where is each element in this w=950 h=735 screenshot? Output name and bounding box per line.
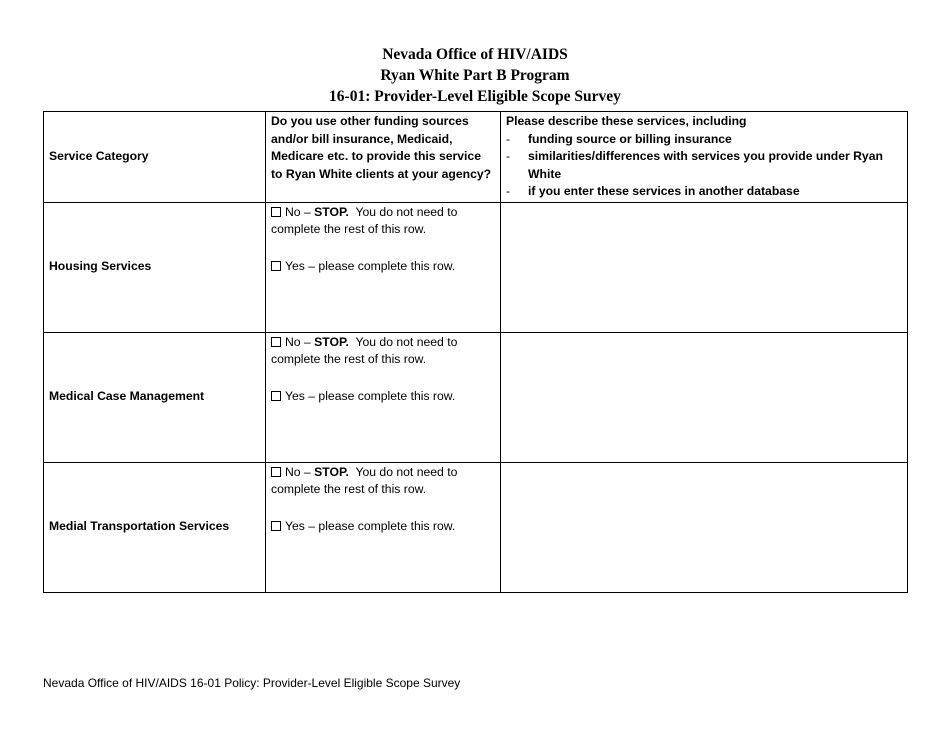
header-funding-question: Do you use other funding sources and/or bill insurance, Medicaid, Medicare etc. to provide this service to Ryan White clients at your agency? bbox=[266, 112, 501, 203]
describe-intro: Please describe these services, including bbox=[506, 114, 747, 128]
funding-answer-cell bbox=[266, 202, 501, 332]
header-describe-services bbox=[501, 112, 908, 203]
no-option[interactable]: No – STOP. You do not need to complete the rest of this row. bbox=[271, 464, 458, 496]
description-input-cell[interactable] bbox=[501, 202, 908, 332]
checkbox-icon[interactable] bbox=[271, 521, 281, 531]
list-item: - funding source or billing insurance bbox=[506, 131, 732, 146]
description-input-cell[interactable] bbox=[501, 332, 908, 462]
yes-option[interactable]: Yes – please complete this row. bbox=[271, 518, 495, 536]
list-item: - if you enter these services in another database bbox=[506, 184, 800, 198]
no-option[interactable]: No – STOP. You do not need to complete the rest of this row. bbox=[271, 204, 458, 236]
table-row bbox=[44, 332, 908, 462]
no-option[interactable]: No – STOP. You do not need to complete the rest of this row. bbox=[271, 334, 458, 366]
describe-list bbox=[506, 131, 902, 201]
title-line-3: 16-01: Provider-Level Eligible Scope Survey bbox=[329, 88, 621, 105]
checkbox-icon[interactable] bbox=[271, 337, 281, 347]
page-footer: Nevada Office of HIV/AIDS 16-01 Policy: Provider-Level Eligible Scope Survey bbox=[43, 676, 461, 690]
service-category-cell: Medical Case Management bbox=[44, 332, 266, 462]
table-row bbox=[44, 462, 908, 592]
list-item: - similarities/differences with services you provide under Ryan White bbox=[506, 149, 883, 181]
table-header-row bbox=[44, 112, 908, 203]
header-service-category: Service Category bbox=[44, 112, 266, 203]
yes-option[interactable]: Yes – please complete this row. bbox=[271, 388, 495, 406]
title-line-1: Nevada Office of HIV/AIDS bbox=[382, 46, 568, 63]
service-category-cell: Housing Services bbox=[44, 202, 266, 332]
title-line-2: Ryan White Part B Program bbox=[380, 67, 570, 84]
checkbox-icon[interactable] bbox=[271, 467, 281, 477]
table-row bbox=[44, 202, 908, 332]
survey-table bbox=[43, 111, 908, 593]
yes-option[interactable]: Yes – please complete this row. bbox=[271, 258, 495, 276]
funding-answer-cell bbox=[266, 462, 501, 592]
checkbox-icon[interactable] bbox=[271, 261, 281, 271]
checkbox-icon[interactable] bbox=[271, 207, 281, 217]
funding-answer-cell bbox=[266, 332, 501, 462]
service-category-cell: Medial Transportation Services bbox=[44, 462, 266, 592]
checkbox-icon[interactable] bbox=[271, 391, 281, 401]
description-input-cell[interactable] bbox=[501, 462, 908, 592]
document-title bbox=[0, 44, 950, 107]
